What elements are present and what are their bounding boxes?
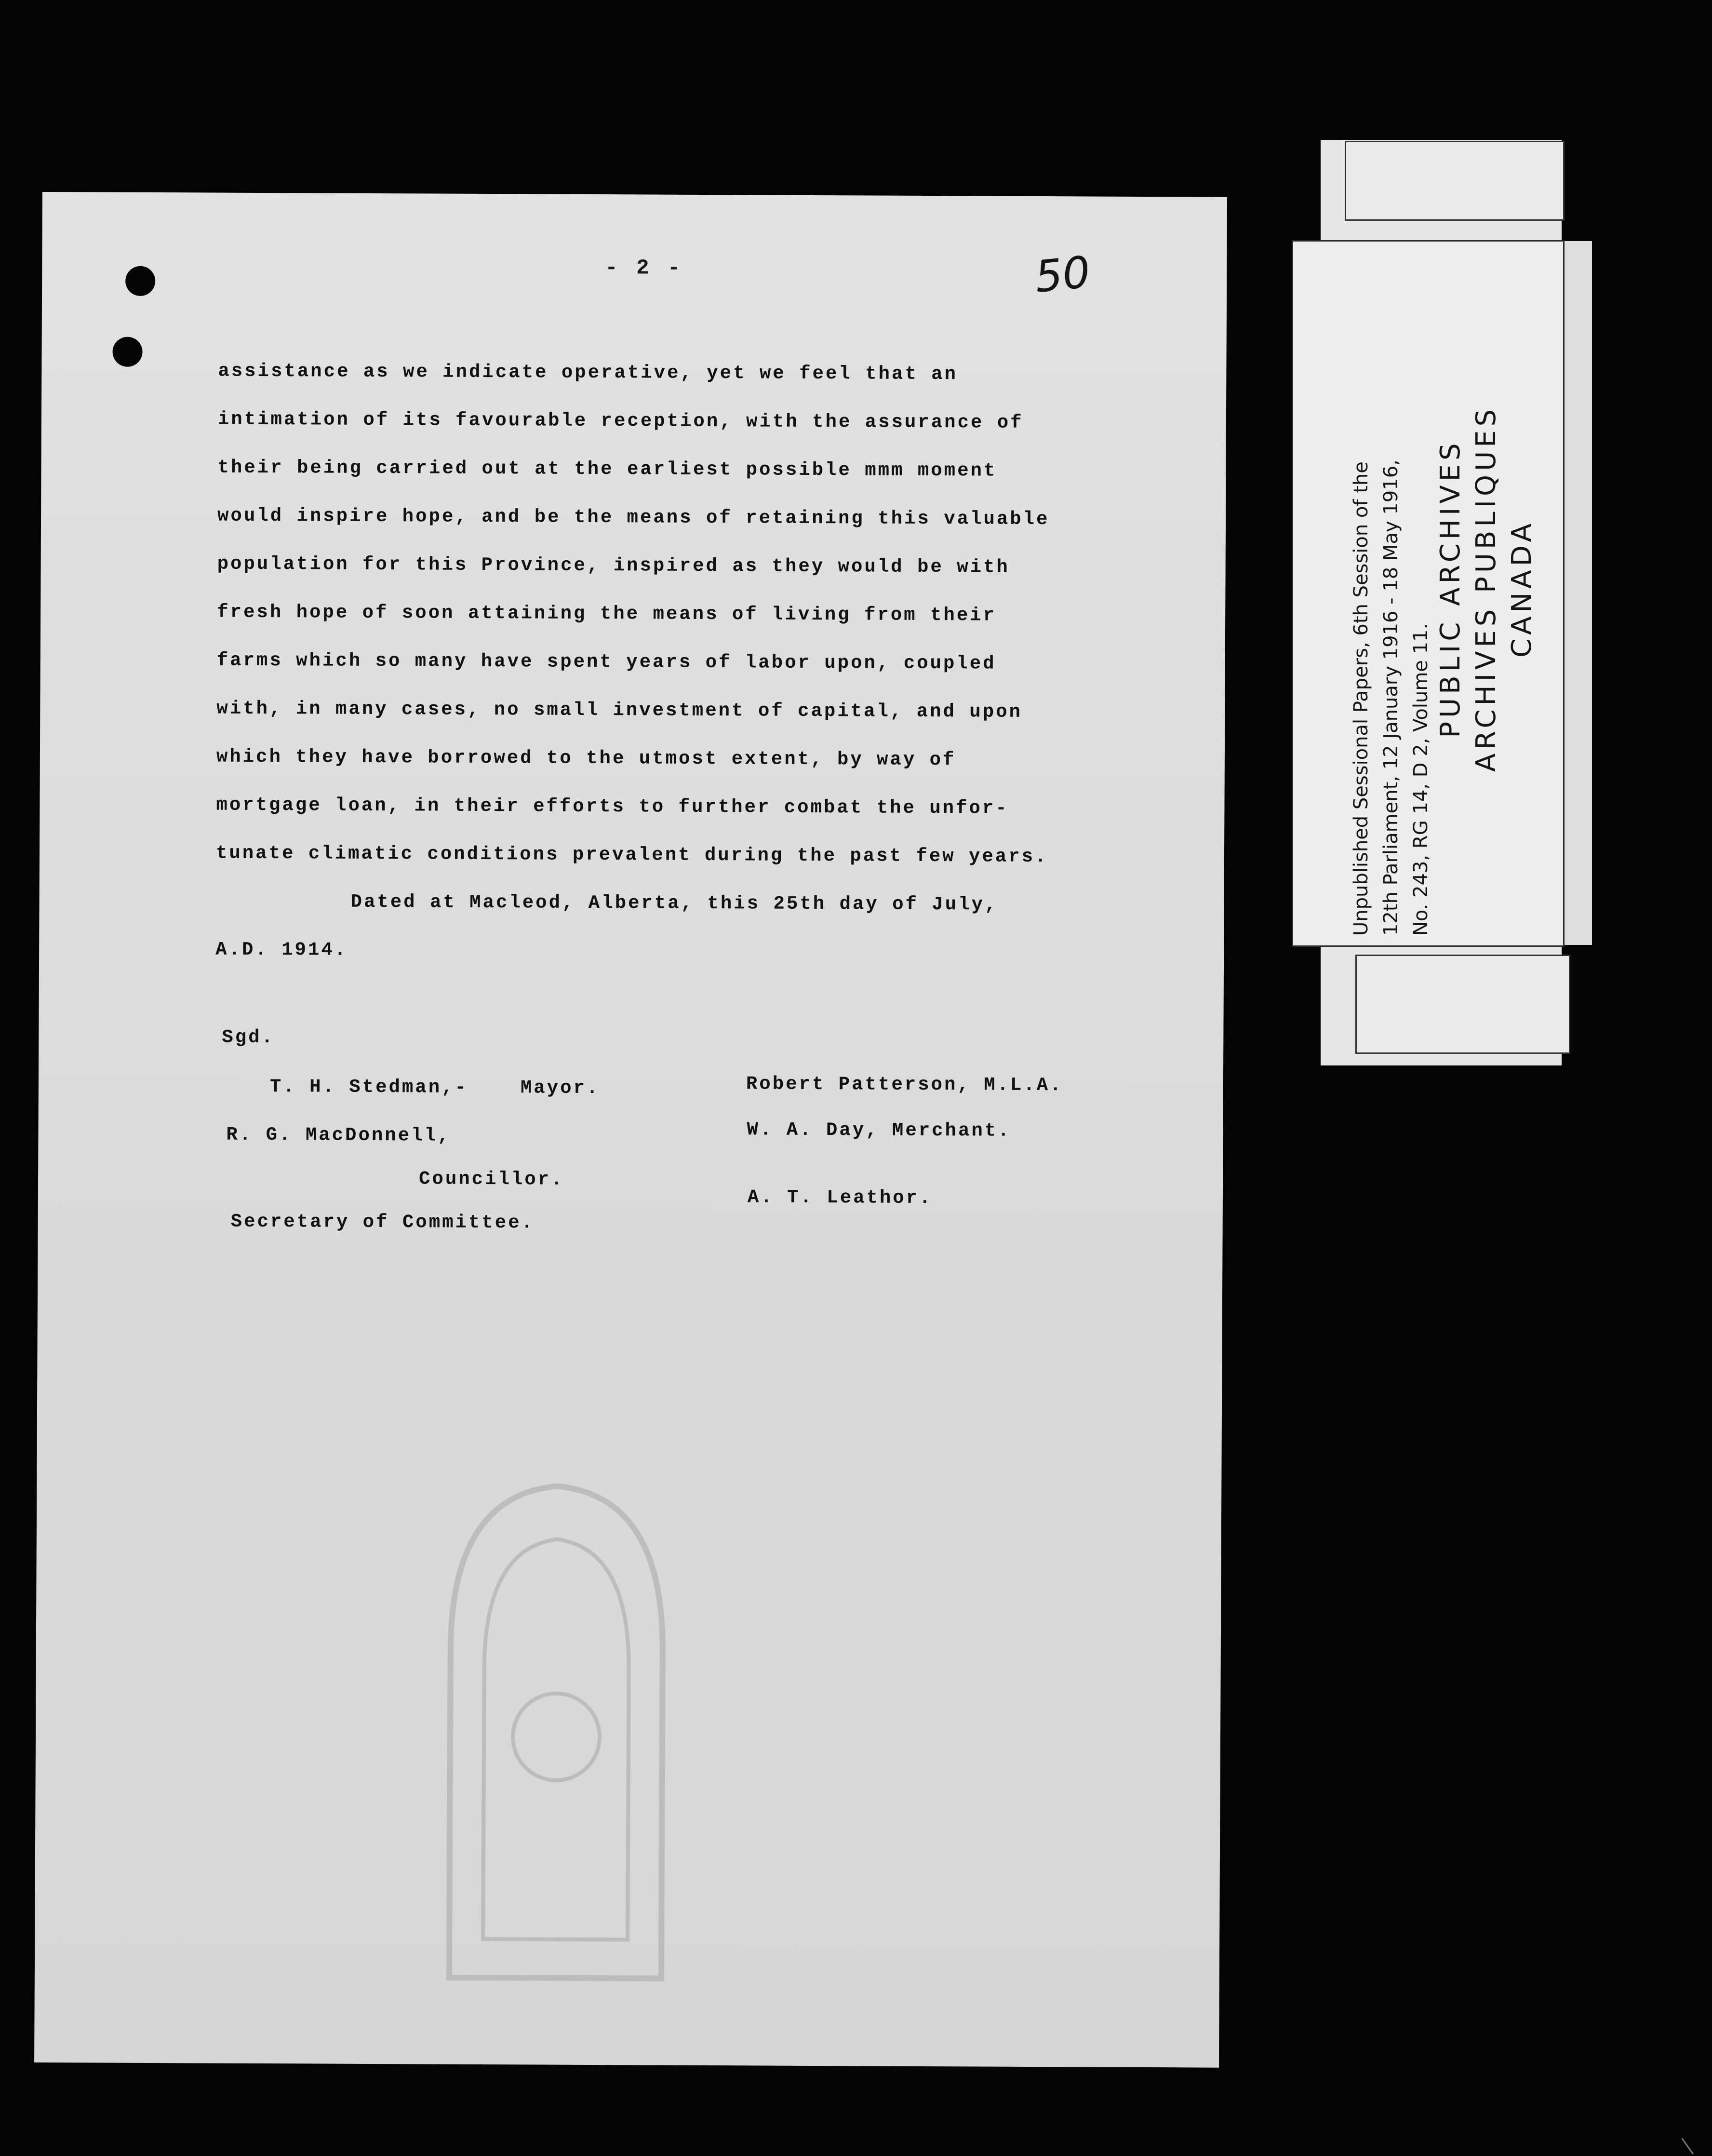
signatory-macdonnell: R. G. MacDonnell, [226, 1124, 451, 1146]
body-line: their being carried out at the earliest possible mmm moment [217, 457, 997, 482]
archive-institution-line: ARCHIVES PUBLIQUES [1471, 405, 1502, 772]
dated-line: Dated at Macleod, Alberta, this 25th day of July, [350, 891, 998, 916]
archive-reference-line: No. 243, RG 14, D 2, Volume 11. [1410, 623, 1432, 936]
folio-number: 50 [1032, 246, 1093, 303]
archive-label [1292, 240, 1565, 947]
body-line: farms which so many have spent years of labor upon, coupled [216, 649, 996, 674]
punch-hole-top [125, 266, 155, 296]
body-text [215, 347, 1182, 978]
watermark-seal [430, 1467, 683, 1988]
body-line: fresh hope of soon attaining the means of living from their [217, 601, 997, 626]
body-line: would inspire hope, and be the means of retaining this valuable [217, 505, 1050, 530]
signatory-leathor: A. T. Leathor. [747, 1186, 933, 1209]
signatory-macdonnell-title: Councillor. [418, 1168, 564, 1190]
body-line: assistance as we indicate operative, yet we feel that an [218, 360, 958, 385]
body-line: with, in many cases, no small investment of capital, and upon [216, 698, 1023, 723]
archive-label-tab-bottom [1355, 955, 1570, 1054]
signatory-patterson: Robert Patterson, M.L.A. [746, 1073, 1063, 1096]
archive-institution [1433, 396, 1540, 782]
body-line: which they have borrowed to the utmost extent, by way of [216, 746, 956, 771]
corner-mark [1681, 2127, 1709, 2154]
body-line: population for this Province, inspired as they would be with [217, 553, 1010, 578]
year-line: A.D. 1914. [215, 939, 348, 961]
signatory-stedman: T. H. Stedman,- [269, 1076, 468, 1098]
archive-reference-line: Unpublished Sessional Papers, 6th Session of the [1350, 461, 1372, 936]
archive-label-tab-top [1345, 141, 1565, 221]
archive-institution-line: CANADA [1506, 519, 1538, 658]
archive-institution-line: PUBLIC ARCHIVES [1435, 439, 1466, 738]
signatory-day: W. A. Day, Merchant. [747, 1119, 1011, 1142]
signatory-stedman-title: Mayor. [520, 1077, 600, 1099]
signatory-secretary: Secretary of Committee. [230, 1211, 535, 1234]
document-page [34, 192, 1227, 2068]
body-line: intimation of its favourable reception, with the assurance of [217, 408, 1024, 433]
signed-marker: Sgd. [222, 1026, 275, 1049]
body-line: mortgage loan, in their efforts to further combat the unfor- [216, 794, 1009, 819]
archive-reference-line: 12th Parliament, 12 January 1916 - 18 May 1916, [1380, 459, 1402, 936]
body-line: tunate climatic conditions prevalent during the past few years. [215, 842, 1048, 868]
page-number: - 2 - [605, 256, 683, 281]
archive-reference [1346, 459, 1436, 936]
punch-hole-bottom [112, 337, 142, 367]
